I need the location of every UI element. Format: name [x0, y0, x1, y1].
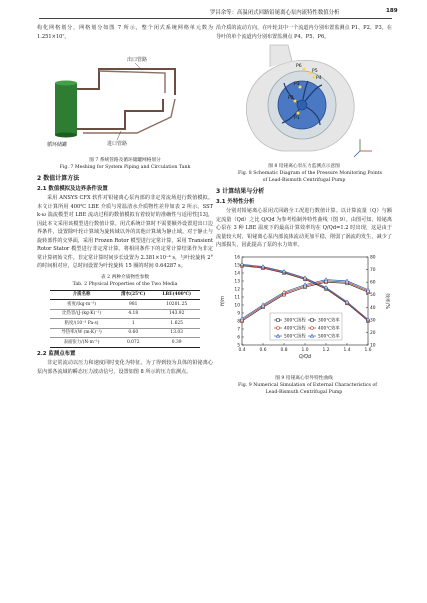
right-column [216, 24, 392, 396]
legend-label: 300℃效率 [318, 318, 340, 324]
left-column [37, 24, 213, 376]
paragraph-simulation-setup: 采用 ANSYS CFX 软件对铅铋离心泵内部的非定常流场进行数值模拟。本文计算所用 400℃ LBE 介质与常温清水介质物性差异如表 2 所示。SST k-ω 湍流模型对 LBE 流动过程的数值模拟有着较好的准确性与适用性[13]，因此本文采用该模型进行数值计算。闭式系统计算时不需要额外设置进出口边界条件，设置除叶轮计算域为旋转域以外的其他计算域为静止域。对于静止与旋转部件的交界面，采用 Frozen Rotor 模型进行定常计算，采用 Transient Rotor Stator 模型进行非定常计算。将相同条件下的定常计算结果作为非定常计算初始文件。非定常计算时间步长设置为 2.381×10⁻⁴ s，与叶轮旋转 2°的时间相对应，总时间设置为叶轮旋转 15 圈的时间 0.64287 s。 [37, 195, 213, 269]
x-tick-label: 0.4 [238, 347, 246, 353]
label-circulation-tank: 循环储罐 [47, 142, 68, 148]
table-cell: 粘度/(10⁻³ Pa·s) [50, 319, 113, 329]
data-point [345, 300, 348, 303]
figure-9-chart [216, 253, 392, 371]
table-header: 介质名称 [50, 290, 113, 300]
running-title: 罗昌余等：高温闭式回路铅铋离心泵内流特性数值分析 [210, 10, 340, 16]
label-p1: P1 [294, 116, 300, 121]
y-left-tick-label: 9 [237, 311, 240, 316]
y-left-tick-label: 13 [234, 279, 240, 284]
y-right-tick-label: 30 [370, 317, 376, 323]
y-left-tick-label: 11 [234, 295, 240, 300]
table-cell: 13.03 [153, 328, 200, 338]
paragraph-external-characteristics: 分别对铅铋离心泵闭式回路全工况进行数值计算。以计算流量（Q）与额定流量（Qd）之比 Q/Qd 为参考绘制外特性曲线（图 9）。由图可知，铅铋离心泵在 3 种 LBE 温度下的最高计算效率均在 Q/Qd=1.2 时出现，这是由于流量较大时，铅铋离心泵内部流体流动更加平稳，削弱了涡流的发生，减少了内部损失，因此提高了泵的水力效率。 [216, 208, 392, 248]
monitor-point-p1 [297, 112, 300, 115]
x-tick-label: 0.8 [280, 347, 288, 353]
y-left-tick-label: 10 [234, 303, 240, 308]
table-2-caption-cn: 表 2 两种介质物性参数 [100, 274, 150, 280]
table-cell: 1.625 [153, 319, 200, 329]
x-tick-label: 1.6 [364, 347, 372, 353]
figure-8-caption-en-1: Fig. 8 Schematic Diagram of the Pressure Monitoring Points [238, 171, 383, 176]
y-left-tick-label: 14 [234, 271, 240, 276]
y-left-tick-label: 5 [237, 343, 240, 348]
y-left-tick-label: 6 [237, 335, 240, 340]
tank-top [55, 81, 77, 86]
monitor-point-p2 [294, 100, 297, 103]
figure-9-caption-cn: 图 9 铅铋离心泵外特性曲线 [275, 375, 333, 381]
table-cell: 导热率/(W·(m·K)⁻¹) [50, 328, 113, 338]
table-2 [37, 274, 213, 349]
x-tick-label: 1.2 [322, 347, 330, 353]
x-tick-label: 1.4 [343, 347, 351, 353]
y-left-tick-label: 15 [234, 263, 240, 268]
y-right-tick-label: 60 [370, 280, 376, 286]
outlet-piping-back [99, 71, 165, 93]
y-left-axis-label: H/m [221, 295, 226, 306]
table-row [50, 309, 200, 319]
x-tick-label: 1.0 [301, 347, 309, 353]
legend-marker [311, 318, 314, 321]
legend-marker [277, 318, 280, 321]
tank-body [55, 83, 77, 135]
figure-9-caption-en-1: Fig. 9 Numerical Simulation of External Characteristics of [238, 382, 378, 388]
inlet-piping-back [83, 99, 175, 133]
section-3-heading: 3 计算结果与分析 [216, 188, 265, 195]
label-p6: P6 [296, 64, 302, 69]
legend-label: 300℃扬程 [284, 318, 306, 324]
y-right-tick-label: 40 [370, 305, 376, 311]
series-line-0 [242, 265, 368, 320]
y-left-tick-label: 7 [237, 327, 240, 332]
legend-label: 400℃扬程 [284, 326, 306, 332]
y-right-tick-label: 70 [370, 267, 376, 273]
x-axis-label: Q/Qd [298, 354, 312, 360]
figure-7-caption-en: Fig. 7 Meshing for System Piping and Circulation Tank [59, 165, 191, 170]
paragraph-monitoring-points: 非定常流动以压力和速度同时变化为特征。为了得到较为具体的铅铋离心泵内部各流域的瞬态压力波动信号，设置如图 8 所示的压力监测点。 [37, 360, 213, 375]
label-p2: P2 [288, 96, 294, 101]
figure-8-caption-cn: 图 8 铅铋离心泵压力监测点示意图 [268, 164, 340, 169]
tank-bottom [55, 133, 77, 138]
table-cell: 0.60 [113, 328, 153, 338]
data-point [366, 287, 369, 290]
table-2-caption-en: Tab. 2 Physical Properties of the Two Media [72, 281, 178, 287]
table-cell: 143.92 [153, 309, 200, 319]
y-right-tick-label: 80 [370, 255, 376, 260]
y-left-tick-label: 16 [234, 255, 240, 260]
table-cell: 比热容/(J·(kg·K)⁻¹) [50, 309, 113, 319]
data-point [345, 279, 348, 282]
data-point [240, 262, 243, 265]
table-cell: 0.39 [153, 338, 200, 348]
table-cell: 表面张力/(N·m⁻¹) [50, 338, 113, 348]
legend-marker [277, 326, 280, 329]
label-p5: P5 [312, 69, 318, 74]
table-cell: 1 [113, 319, 153, 329]
legend-marker [311, 326, 314, 329]
y-right-tick-label: 50 [370, 292, 376, 298]
table-cell: 981 [113, 300, 153, 310]
table-header: LBE(400℃) [153, 290, 200, 300]
table-header: 清水(25℃) [113, 290, 153, 300]
figure-8 [216, 41, 392, 184]
inlet-piping [77, 99, 163, 129]
table-cell: 0.072 [113, 338, 153, 348]
data-point [324, 285, 327, 288]
table-row [50, 338, 200, 348]
table-cell: 密度/(kg·m⁻³) [50, 300, 113, 310]
figure-7-caption-cn: 图 7 系统管路及循环储罐网格划分 [89, 158, 161, 163]
series-line-2 [242, 264, 368, 319]
figure-9 [216, 253, 392, 396]
section-2-1-heading: 2.1 数值模拟及边界条件设置 [37, 186, 108, 192]
data-point [303, 276, 306, 279]
data-point [303, 282, 306, 285]
table-row [50, 328, 200, 338]
section-2-2-heading: 2.2 监测点布置 [37, 351, 76, 358]
properties-table [50, 290, 200, 349]
data-point [240, 316, 243, 319]
label-outlet-piping: 出口管路 [127, 57, 148, 63]
y-left-tick-label: 12 [234, 287, 240, 292]
legend-label: 400℃效率 [318, 326, 340, 332]
label-inlet-piping: 进口管路 [107, 141, 128, 147]
figure-8-caption-en-2: of Lead-Bismuth Centrifugal Pump [262, 178, 346, 183]
figure-7-image [37, 41, 213, 153]
legend-label: 500℃扬程 [284, 334, 306, 340]
paragraph-mesh-count: 构化网格划分，网格划分如图 7 所示，整个闭式系统网格单元数为 1.251×10⁷。 [37, 25, 213, 40]
legend-label: 500℃效率 [318, 334, 340, 340]
table-cell: 10201.25 [153, 300, 200, 310]
figure-9-caption-en-2: Lead-Bismuth Centrifugal Pump [265, 389, 343, 395]
y-right-axis-label: 效率/% [384, 292, 389, 309]
x-tick-label: 0.6 [259, 347, 267, 353]
table-row [50, 319, 200, 329]
figure-8-image [216, 41, 392, 159]
table-cell: 4.18 [113, 309, 153, 319]
y-left-tick-label: 8 [237, 319, 240, 324]
table-row [50, 300, 200, 310]
monitor-point-p6 [303, 68, 306, 71]
series-line-1 [242, 265, 368, 320]
data-point [261, 264, 264, 267]
header-rule [39, 18, 392, 19]
paragraph-monitoring-layout: 沿介质的流动方向，在叶轮其中一个流道内分别布置监测点 P1、P2、P3，在导叶的单个流道内分别布置监测点 P4、P5、P6。 [216, 25, 392, 40]
data-point [282, 290, 285, 293]
data-point [282, 269, 285, 272]
figure-7 [37, 41, 213, 171]
data-point [324, 277, 327, 280]
y-right-tick-label: 10 [370, 343, 376, 348]
label-p3: P3 [294, 82, 300, 87]
page-number: 189 [386, 8, 398, 14]
page-header [0, 0, 427, 22]
y-right-tick-label: 20 [370, 330, 376, 336]
label-p4: P4 [316, 76, 322, 81]
section-2-heading: 2 数值计算方法 [37, 175, 80, 182]
data-point [261, 303, 264, 306]
section-3-1-heading: 3.1 外特性分析 [216, 199, 255, 205]
